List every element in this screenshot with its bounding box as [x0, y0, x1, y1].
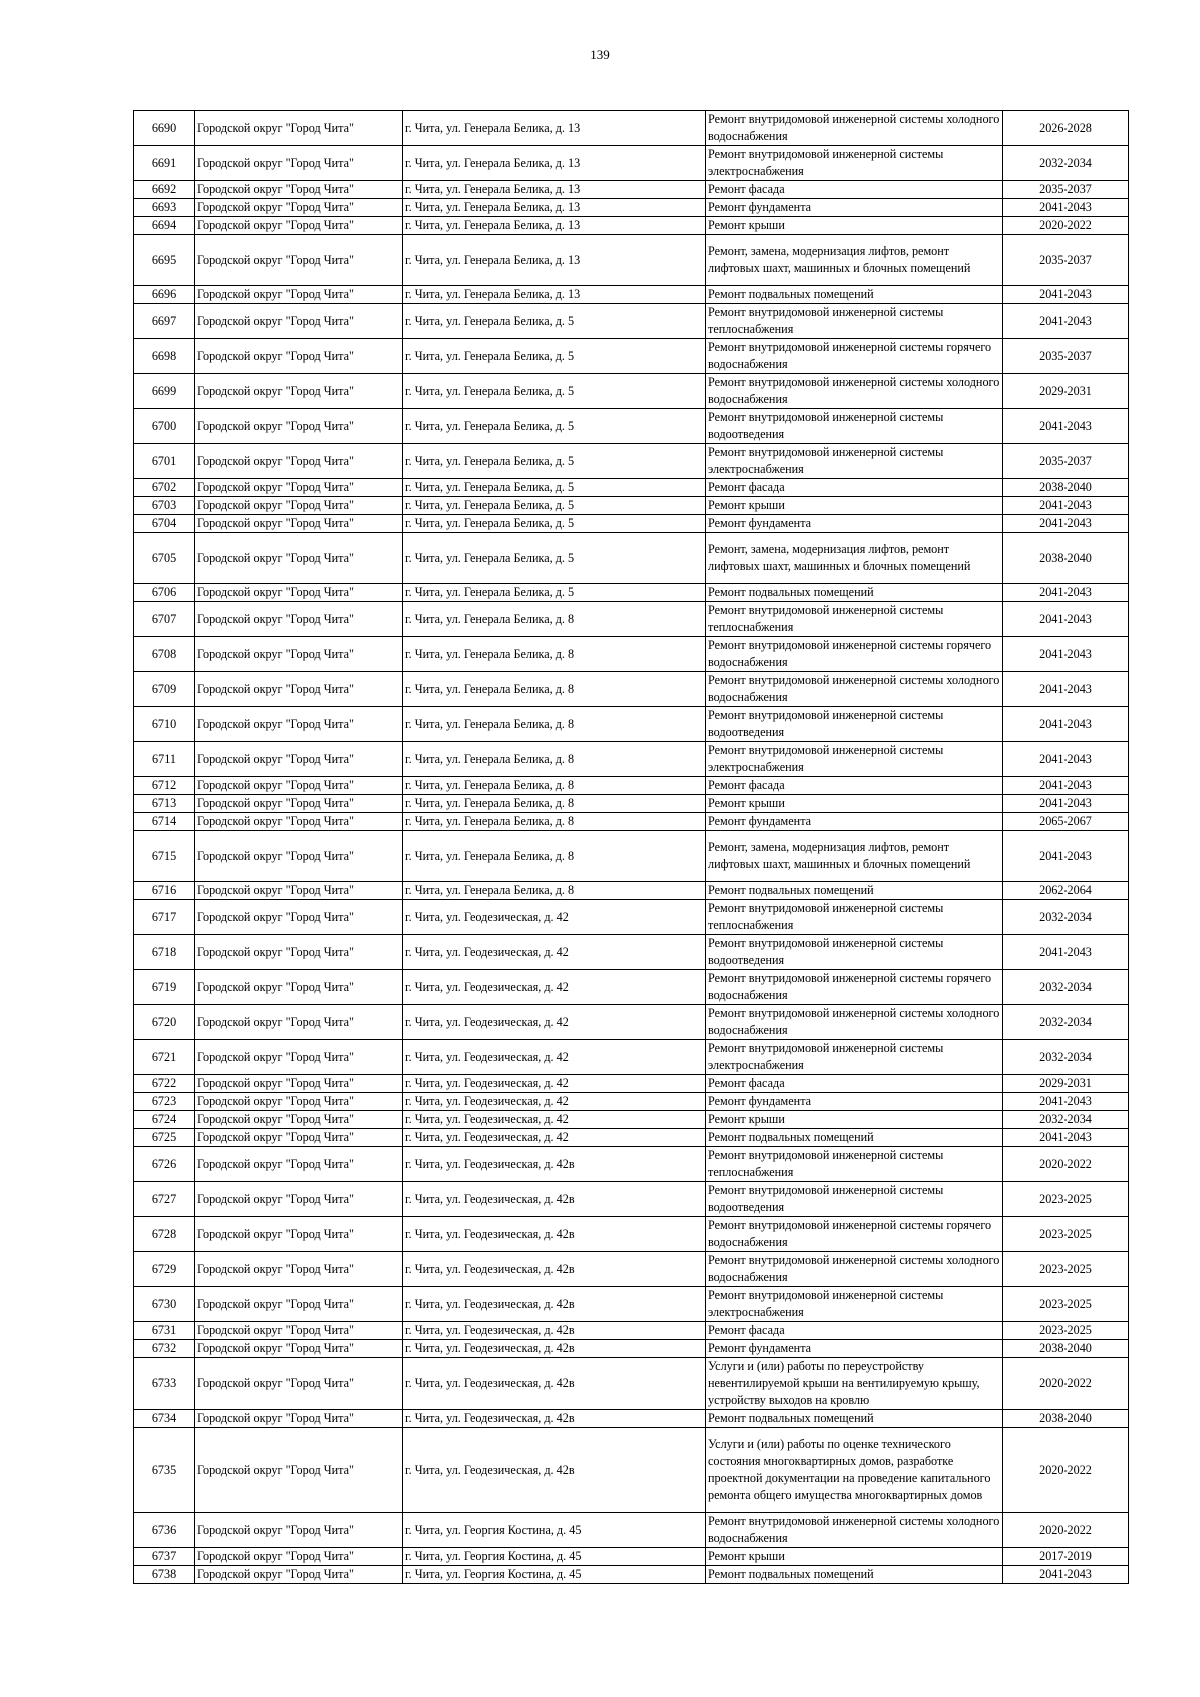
address-cell: г. Чита, ул. Генерала Белика, д. 5	[403, 444, 706, 479]
address-cell: г. Чита, ул. Генерала Белика, д. 5	[403, 515, 706, 533]
municipality-cell: Городской округ "Город Чита"	[195, 584, 403, 602]
work-type-cell: Ремонт крыши	[706, 1548, 1003, 1566]
table-row	[134, 742, 1129, 777]
work-type-cell: Ремонт внутридомовой инженерной системы горячего водоснабжения	[706, 339, 1003, 374]
address-cell: г. Чита, ул. Геодезическая, д. 42	[403, 1005, 706, 1040]
work-type-cell: Ремонт фундамента	[706, 515, 1003, 533]
work-type-cell: Ремонт фасада	[706, 1075, 1003, 1093]
municipality-cell: Городской округ "Город Чита"	[195, 672, 403, 707]
row-number-cell: 6698	[134, 339, 195, 374]
period-cell: 2041-2043	[1003, 286, 1129, 304]
period-cell: 2041-2043	[1003, 935, 1129, 970]
address-cell: г. Чита, ул. Генерала Белика, д. 13	[403, 146, 706, 181]
period-cell: 2020-2022	[1003, 217, 1129, 235]
table-row	[134, 1217, 1129, 1252]
period-cell: 2041-2043	[1003, 602, 1129, 637]
work-type-cell: Ремонт фундамента	[706, 199, 1003, 217]
work-type-cell: Услуги и (или) работы по оценке технического состояния многоквартирных домов, разработке проектной документации на проведение капитального ремонта общего имущества многоквартирных домов	[706, 1428, 1003, 1513]
work-type-cell: Ремонт внутридомовой инженерной системы холодного водоснабжения	[706, 374, 1003, 409]
period-cell: 2041-2043	[1003, 1566, 1129, 1584]
row-number-cell: 6724	[134, 1111, 195, 1129]
period-cell: 2026-2028	[1003, 111, 1129, 146]
period-cell: 2062-2064	[1003, 882, 1129, 900]
municipality-cell: Городской округ "Город Чита"	[195, 1129, 403, 1147]
address-cell: г. Чита, ул. Генерала Белика, д. 8	[403, 637, 706, 672]
address-cell: г. Чита, ул. Генерала Белика, д. 8	[403, 777, 706, 795]
row-number-cell: 6738	[134, 1566, 195, 1584]
table-row	[134, 199, 1129, 217]
row-number-cell: 6721	[134, 1040, 195, 1075]
address-cell: г. Чита, ул. Геодезическая, д. 42	[403, 1075, 706, 1093]
address-cell: г. Чита, ул. Геодезическая, д. 42в	[403, 1410, 706, 1428]
table-row	[134, 1111, 1129, 1129]
municipality-cell: Городской округ "Город Чита"	[195, 1428, 403, 1513]
work-type-cell: Ремонт внутридомовой инженерной системы водоотведения	[706, 1182, 1003, 1217]
municipality-cell: Городской округ "Город Чита"	[195, 637, 403, 672]
work-type-cell: Ремонт внутридомовой инженерной системы горячего водоснабжения	[706, 1217, 1003, 1252]
period-cell: 2041-2043	[1003, 409, 1129, 444]
row-number-cell: 6704	[134, 515, 195, 533]
work-type-cell: Ремонт внутридомовой инженерной системы холодного водоснабжения	[706, 1513, 1003, 1548]
address-cell: г. Чита, ул. Генерала Белика, д. 8	[403, 882, 706, 900]
municipality-cell: Городской округ "Город Чита"	[195, 1093, 403, 1111]
address-cell: г. Чита, ул. Геодезическая, д. 42в	[403, 1287, 706, 1322]
work-type-cell: Ремонт подвальных помещений	[706, 882, 1003, 900]
address-cell: г. Чита, ул. Генерала Белика, д. 13	[403, 217, 706, 235]
row-number-cell: 6711	[134, 742, 195, 777]
table-row	[134, 146, 1129, 181]
work-type-cell: Ремонт, замена, модернизация лифтов, ремонт лифтовых шахт, машинных и блочных помещений	[706, 831, 1003, 882]
row-number-cell: 6713	[134, 795, 195, 813]
period-cell: 2023-2025	[1003, 1217, 1129, 1252]
period-cell: 2029-2031	[1003, 1075, 1129, 1093]
address-cell: г. Чита, ул. Генерала Белика, д. 5	[403, 533, 706, 584]
address-cell: г. Чита, ул. Генерала Белика, д. 8	[403, 672, 706, 707]
table-row	[134, 707, 1129, 742]
work-type-cell: Ремонт внутридомовой инженерной системы электроснабжения	[706, 742, 1003, 777]
municipality-cell: Городской округ "Город Чита"	[195, 1217, 403, 1252]
row-number-cell: 6719	[134, 970, 195, 1005]
address-cell: г. Чита, ул. Генерала Белика, д. 13	[403, 181, 706, 199]
table-row	[134, 111, 1129, 146]
municipality-cell: Городской округ "Город Чита"	[195, 1182, 403, 1217]
table-row	[134, 777, 1129, 795]
municipality-cell: Городской округ "Город Чита"	[195, 199, 403, 217]
work-type-cell: Ремонт фасада	[706, 181, 1003, 199]
row-number-cell: 6728	[134, 1217, 195, 1252]
address-cell: г. Чита, ул. Генерала Белика, д. 8	[403, 795, 706, 813]
municipality-cell: Городской округ "Город Чита"	[195, 304, 403, 339]
municipality-cell: Городской округ "Город Чита"	[195, 795, 403, 813]
address-cell: г. Чита, ул. Геодезическая, д. 42	[403, 935, 706, 970]
municipality-cell: Городской округ "Город Чита"	[195, 831, 403, 882]
table-row	[134, 1182, 1129, 1217]
address-cell: г. Чита, ул. Генерала Белика, д. 13	[403, 199, 706, 217]
period-cell: 2020-2022	[1003, 1428, 1129, 1513]
table-row	[134, 1252, 1129, 1287]
table-row	[134, 533, 1129, 584]
table-row	[134, 813, 1129, 831]
row-number-cell: 6715	[134, 831, 195, 882]
period-cell: 2032-2034	[1003, 146, 1129, 181]
table-row	[134, 935, 1129, 970]
address-cell: г. Чита, ул. Генерала Белика, д. 8	[403, 813, 706, 831]
row-number-cell: 6729	[134, 1252, 195, 1287]
period-cell: 2035-2037	[1003, 235, 1129, 286]
row-number-cell: 6736	[134, 1513, 195, 1548]
address-cell: г. Чита, ул. Генерала Белика, д. 13	[403, 111, 706, 146]
address-cell: г. Чита, ул. Генерала Белика, д. 8	[403, 602, 706, 637]
period-cell: 2029-2031	[1003, 374, 1129, 409]
municipality-cell: Городской округ "Город Чита"	[195, 777, 403, 795]
work-type-cell: Ремонт внутридомовой инженерной системы электроснабжения	[706, 1040, 1003, 1075]
work-type-cell: Ремонт фундамента	[706, 1340, 1003, 1358]
work-type-cell: Ремонт внутридомовой инженерной системы горячего водоснабжения	[706, 637, 1003, 672]
municipality-cell: Городской округ "Город Чита"	[195, 813, 403, 831]
address-cell: г. Чита, ул. Геодезическая, д. 42в	[403, 1252, 706, 1287]
table-row	[134, 1147, 1129, 1182]
table-row	[134, 181, 1129, 199]
table-row	[134, 515, 1129, 533]
table-row	[134, 795, 1129, 813]
address-cell: г. Чита, ул. Геодезическая, д. 42в	[403, 1322, 706, 1340]
municipality-cell: Городской округ "Город Чита"	[195, 217, 403, 235]
municipality-cell: Городской округ "Город Чита"	[195, 339, 403, 374]
work-type-cell: Ремонт крыши	[706, 795, 1003, 813]
work-type-cell: Ремонт подвальных помещений	[706, 1566, 1003, 1584]
table-row	[134, 235, 1129, 286]
period-cell: 2023-2025	[1003, 1287, 1129, 1322]
municipality-cell: Городской округ "Город Чита"	[195, 286, 403, 304]
work-type-cell: Ремонт подвальных помещений	[706, 286, 1003, 304]
period-cell: 2032-2034	[1003, 1111, 1129, 1129]
table-row	[134, 672, 1129, 707]
period-cell: 2032-2034	[1003, 1005, 1129, 1040]
work-type-cell: Ремонт внутридомовой инженерной системы водоотведения	[706, 409, 1003, 444]
municipality-cell: Городской округ "Город Чита"	[195, 935, 403, 970]
period-cell: 2032-2034	[1003, 1040, 1129, 1075]
municipality-cell: Городской округ "Город Чита"	[195, 111, 403, 146]
address-cell: г. Чита, ул. Геодезическая, д. 42в	[403, 1182, 706, 1217]
table-row	[134, 1093, 1129, 1111]
row-number-cell: 6725	[134, 1129, 195, 1147]
work-type-cell: Ремонт подвальных помещений	[706, 584, 1003, 602]
municipality-cell: Городской округ "Город Чита"	[195, 742, 403, 777]
table-row	[134, 217, 1129, 235]
work-type-cell: Ремонт внутридомовой инженерной системы теплоснабжения	[706, 900, 1003, 935]
period-cell: 2065-2067	[1003, 813, 1129, 831]
address-cell: г. Чита, ул. Геодезическая, д. 42в	[403, 1358, 706, 1410]
work-type-cell: Ремонт крыши	[706, 217, 1003, 235]
row-number-cell: 6727	[134, 1182, 195, 1217]
address-cell: г. Чита, ул. Георгия Костина, д. 45	[403, 1513, 706, 1548]
table-row	[134, 900, 1129, 935]
row-number-cell: 6732	[134, 1340, 195, 1358]
municipality-cell: Городской округ "Город Чита"	[195, 1548, 403, 1566]
period-cell: 2041-2043	[1003, 199, 1129, 217]
work-type-cell: Ремонт внутридомовой инженерной системы холодного водоснабжения	[706, 1252, 1003, 1287]
municipality-cell: Городской округ "Город Чита"	[195, 409, 403, 444]
work-type-cell: Ремонт внутридомовой инженерной системы электроснабжения	[706, 1287, 1003, 1322]
table-row	[134, 479, 1129, 497]
municipality-cell: Городской округ "Город Чита"	[195, 497, 403, 515]
table-row	[134, 1129, 1129, 1147]
address-cell: г. Чита, ул. Геодезическая, д. 42в	[403, 1217, 706, 1252]
address-cell: г. Чита, ул. Георгия Костина, д. 45	[403, 1548, 706, 1566]
row-number-cell: 6717	[134, 900, 195, 935]
address-cell: г. Чита, ул. Геодезическая, д. 42	[403, 970, 706, 1005]
table-row	[134, 584, 1129, 602]
row-number-cell: 6706	[134, 584, 195, 602]
work-type-cell: Ремонт фасада	[706, 777, 1003, 795]
work-type-cell: Ремонт фундамента	[706, 813, 1003, 831]
work-type-cell: Ремонт внутридомовой инженерной системы теплоснабжения	[706, 304, 1003, 339]
row-number-cell: 6692	[134, 181, 195, 199]
row-number-cell: 6709	[134, 672, 195, 707]
period-cell: 2041-2043	[1003, 777, 1129, 795]
municipality-cell: Городской округ "Город Чита"	[195, 900, 403, 935]
work-type-cell: Ремонт, замена, модернизация лифтов, ремонт лифтовых шахт, машинных и блочных помещений	[706, 235, 1003, 286]
municipality-cell: Городской округ "Город Чита"	[195, 181, 403, 199]
table-row	[134, 286, 1129, 304]
work-type-cell: Ремонт подвальных помещений	[706, 1410, 1003, 1428]
address-cell: г. Чита, ул. Генерала Белика, д. 8	[403, 831, 706, 882]
period-cell: 2023-2025	[1003, 1252, 1129, 1287]
municipality-cell: Городской округ "Город Чита"	[195, 146, 403, 181]
municipality-cell: Городской округ "Город Чита"	[195, 515, 403, 533]
work-type-cell: Ремонт внутридомовой инженерной системы холодного водоснабжения	[706, 672, 1003, 707]
row-number-cell: 6716	[134, 882, 195, 900]
period-cell: 2038-2040	[1003, 1410, 1129, 1428]
address-cell: г. Чита, ул. Генерала Белика, д. 5	[403, 479, 706, 497]
row-number-cell: 6690	[134, 111, 195, 146]
row-number-cell: 6737	[134, 1548, 195, 1566]
row-number-cell: 6695	[134, 235, 195, 286]
address-cell: г. Чита, ул. Генерала Белика, д. 5	[403, 374, 706, 409]
row-number-cell: 6722	[134, 1075, 195, 1093]
period-cell: 2041-2043	[1003, 584, 1129, 602]
row-number-cell: 6734	[134, 1410, 195, 1428]
address-cell: г. Чита, ул. Генерала Белика, д. 13	[403, 286, 706, 304]
row-number-cell: 6731	[134, 1322, 195, 1340]
address-cell: г. Чита, ул. Генерала Белика, д. 5	[403, 497, 706, 515]
row-number-cell: 6733	[134, 1358, 195, 1410]
table-row	[134, 1410, 1129, 1428]
table-body	[134, 111, 1129, 1584]
work-type-cell: Ремонт внутридомовой инженерной системы холодного водоснабжения	[706, 1005, 1003, 1040]
table-row	[134, 1075, 1129, 1093]
municipality-cell: Городской округ "Город Чита"	[195, 1566, 403, 1584]
table-row	[134, 1358, 1129, 1410]
period-cell: 2041-2043	[1003, 742, 1129, 777]
address-cell: г. Чита, ул. Георгия Костина, д. 45	[403, 1566, 706, 1584]
address-cell: г. Чита, ул. Геодезическая, д. 42	[403, 1040, 706, 1075]
table-row	[134, 374, 1129, 409]
municipality-cell: Городской округ "Город Чита"	[195, 1040, 403, 1075]
table-row	[134, 1566, 1129, 1584]
table-row	[134, 882, 1129, 900]
municipality-cell: Городской округ "Город Чита"	[195, 374, 403, 409]
work-type-cell: Ремонт внутридомовой инженерной системы теплоснабжения	[706, 1147, 1003, 1182]
row-number-cell: 6735	[134, 1428, 195, 1513]
period-cell: 2041-2043	[1003, 637, 1129, 672]
address-cell: г. Чита, ул. Геодезическая, д. 42	[403, 1129, 706, 1147]
address-cell: г. Чита, ул. Геодезическая, д. 42	[403, 900, 706, 935]
row-number-cell: 6707	[134, 602, 195, 637]
table-row	[134, 1548, 1129, 1566]
municipality-cell: Городской округ "Город Чита"	[195, 1252, 403, 1287]
period-cell: 2041-2043	[1003, 831, 1129, 882]
table-row	[134, 1287, 1129, 1322]
period-cell: 2020-2022	[1003, 1358, 1129, 1410]
row-number-cell: 6720	[134, 1005, 195, 1040]
period-cell: 2041-2043	[1003, 1093, 1129, 1111]
period-cell: 2038-2040	[1003, 479, 1129, 497]
table-row	[134, 1340, 1129, 1358]
municipality-cell: Городской округ "Город Чита"	[195, 1147, 403, 1182]
address-cell: г. Чита, ул. Генерала Белика, д. 13	[403, 235, 706, 286]
municipality-cell: Городской округ "Город Чита"	[195, 479, 403, 497]
address-cell: г. Чита, ул. Геодезическая, д. 42	[403, 1111, 706, 1129]
municipality-cell: Городской округ "Город Чита"	[195, 1075, 403, 1093]
address-cell: г. Чита, ул. Генерала Белика, д. 8	[403, 742, 706, 777]
period-cell: 2041-2043	[1003, 304, 1129, 339]
municipality-cell: Городской округ "Город Чита"	[195, 602, 403, 637]
table-row	[134, 497, 1129, 515]
row-number-cell: 6718	[134, 935, 195, 970]
repair-schedule-table	[133, 110, 1129, 1584]
period-cell: 2041-2043	[1003, 707, 1129, 742]
row-number-cell: 6703	[134, 497, 195, 515]
table-row	[134, 1428, 1129, 1513]
municipality-cell: Городской округ "Город Чита"	[195, 1340, 403, 1358]
period-cell: 2041-2043	[1003, 672, 1129, 707]
municipality-cell: Городской округ "Город Чита"	[195, 444, 403, 479]
row-number-cell: 6694	[134, 217, 195, 235]
row-number-cell: 6693	[134, 199, 195, 217]
period-cell: 2041-2043	[1003, 497, 1129, 515]
municipality-cell: Городской округ "Город Чита"	[195, 1287, 403, 1322]
row-number-cell: 6723	[134, 1093, 195, 1111]
table-row	[134, 304, 1129, 339]
work-type-cell: Ремонт внутридомовой инженерной системы холодного водоснабжения	[706, 111, 1003, 146]
municipality-cell: Городской округ "Город Чита"	[195, 1322, 403, 1340]
period-cell: 2038-2040	[1003, 533, 1129, 584]
address-cell: г. Чита, ул. Геодезическая, д. 42в	[403, 1428, 706, 1513]
address-cell: г. Чита, ул. Геодезическая, д. 42в	[403, 1147, 706, 1182]
table-row	[134, 1322, 1129, 1340]
row-number-cell: 6701	[134, 444, 195, 479]
work-type-cell: Услуги и (или) работы по переустройству невентилируемой крыши на вентилируемую крышу, устройству выходов на кровлю	[706, 1358, 1003, 1410]
row-number-cell: 6710	[134, 707, 195, 742]
address-cell: г. Чита, ул. Генерала Белика, д. 5	[403, 304, 706, 339]
municipality-cell: Городской округ "Город Чита"	[195, 235, 403, 286]
row-number-cell: 6714	[134, 813, 195, 831]
work-type-cell: Ремонт внутридомовой инженерной системы водоотведения	[706, 935, 1003, 970]
period-cell: 2035-2037	[1003, 444, 1129, 479]
work-type-cell: Ремонт подвальных помещений	[706, 1129, 1003, 1147]
address-cell: г. Чита, ул. Генерала Белика, д. 5	[403, 409, 706, 444]
table-row	[134, 637, 1129, 672]
municipality-cell: Городской округ "Город Чита"	[195, 1513, 403, 1548]
period-cell: 2023-2025	[1003, 1322, 1129, 1340]
table-row	[134, 831, 1129, 882]
period-cell: 2041-2043	[1003, 795, 1129, 813]
municipality-cell: Городской округ "Город Чита"	[195, 533, 403, 584]
row-number-cell: 6697	[134, 304, 195, 339]
table-row	[134, 339, 1129, 374]
work-type-cell: Ремонт, замена, модернизация лифтов, ремонт лифтовых шахт, машинных и блочных помещений	[706, 533, 1003, 584]
municipality-cell: Городской округ "Город Чита"	[195, 882, 403, 900]
table-row	[134, 409, 1129, 444]
address-cell: г. Чита, ул. Геодезическая, д. 42	[403, 1093, 706, 1111]
period-cell: 2023-2025	[1003, 1182, 1129, 1217]
address-cell: г. Чита, ул. Генерала Белика, д. 5	[403, 339, 706, 374]
row-number-cell: 6726	[134, 1147, 195, 1182]
municipality-cell: Городской округ "Город Чита"	[195, 1111, 403, 1129]
work-type-cell: Ремонт внутридомовой инженерной системы электроснабжения	[706, 146, 1003, 181]
work-type-cell: Ремонт внутридомовой инженерной системы горячего водоснабжения	[706, 970, 1003, 1005]
table-row	[134, 602, 1129, 637]
row-number-cell: 6702	[134, 479, 195, 497]
period-cell: 2035-2037	[1003, 339, 1129, 374]
period-cell: 2035-2037	[1003, 181, 1129, 199]
municipality-cell: Городской округ "Город Чита"	[195, 707, 403, 742]
row-number-cell: 6730	[134, 1287, 195, 1322]
work-type-cell: Ремонт фасада	[706, 1322, 1003, 1340]
period-cell: 2038-2040	[1003, 1340, 1129, 1358]
municipality-cell: Городской округ "Город Чита"	[195, 1005, 403, 1040]
address-cell: г. Чита, ул. Генерала Белика, д. 8	[403, 707, 706, 742]
period-cell: 2041-2043	[1003, 1129, 1129, 1147]
address-cell: г. Чита, ул. Геодезическая, д. 42в	[403, 1340, 706, 1358]
work-type-cell: Ремонт фасада	[706, 479, 1003, 497]
municipality-cell: Городской округ "Город Чита"	[195, 1358, 403, 1410]
address-cell: г. Чита, ул. Генерала Белика, д. 5	[403, 584, 706, 602]
work-type-cell: Ремонт внутридомовой инженерной системы водоотведения	[706, 707, 1003, 742]
period-cell: 2020-2022	[1003, 1147, 1129, 1182]
period-cell: 2020-2022	[1003, 1513, 1129, 1548]
table-row	[134, 1005, 1129, 1040]
row-number-cell: 6705	[134, 533, 195, 584]
row-number-cell: 6700	[134, 409, 195, 444]
row-number-cell: 6696	[134, 286, 195, 304]
row-number-cell: 6699	[134, 374, 195, 409]
row-number-cell: 6691	[134, 146, 195, 181]
work-type-cell: Ремонт крыши	[706, 1111, 1003, 1129]
row-number-cell: 6712	[134, 777, 195, 795]
page-number: 139	[590, 47, 610, 62]
work-type-cell: Ремонт крыши	[706, 497, 1003, 515]
work-type-cell: Ремонт внутридомовой инженерной системы электроснабжения	[706, 444, 1003, 479]
work-type-cell: Ремонт фундамента	[706, 1093, 1003, 1111]
period-cell: 2017-2019	[1003, 1548, 1129, 1566]
table-row	[134, 970, 1129, 1005]
table-row	[134, 1040, 1129, 1075]
period-cell: 2041-2043	[1003, 515, 1129, 533]
period-cell: 2032-2034	[1003, 970, 1129, 1005]
table-row	[134, 1513, 1129, 1548]
work-type-cell: Ремонт внутридомовой инженерной системы теплоснабжения	[706, 602, 1003, 637]
municipality-cell: Городской округ "Город Чита"	[195, 970, 403, 1005]
municipality-cell: Городской округ "Город Чита"	[195, 1410, 403, 1428]
row-number-cell: 6708	[134, 637, 195, 672]
table-row	[134, 444, 1129, 479]
period-cell: 2032-2034	[1003, 900, 1129, 935]
